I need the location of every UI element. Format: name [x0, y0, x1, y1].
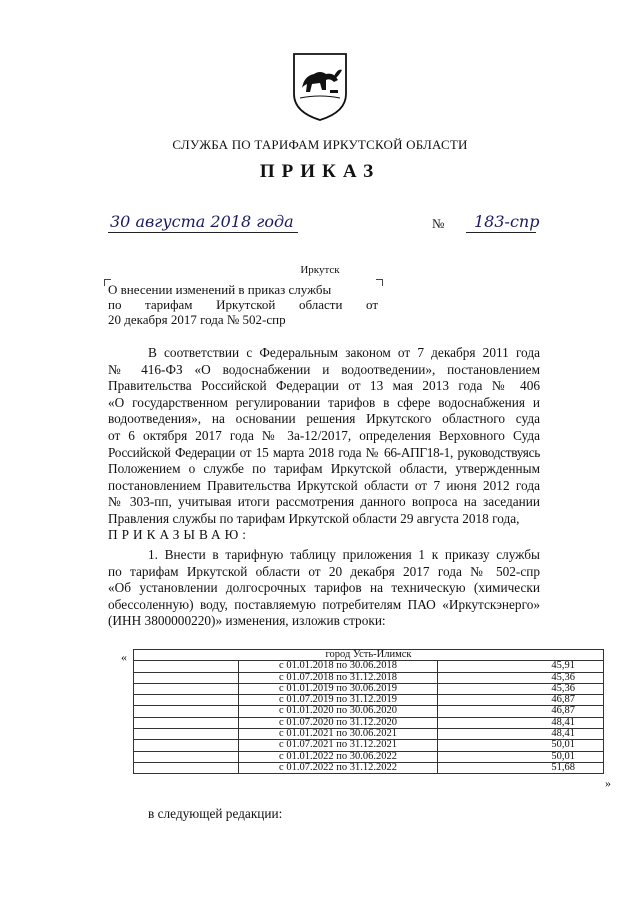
blank-cell	[134, 695, 239, 706]
subject-line: О внесении изменений в приказ службы	[108, 282, 332, 297]
period-cell: с 01.01.2020 по 30.06.2020	[239, 706, 438, 717]
tariff-value-cell: 51,68	[438, 762, 604, 773]
paragraph-line: «О государственном регулировании тарифов в сфере водоснабжения и	[108, 394, 540, 410]
table-row	[134, 695, 604, 706]
tariff-value-cell: 46,87	[438, 695, 604, 706]
paragraph-line: Положением о службе по тарифам Иркутской области, утвержденным	[108, 461, 540, 477]
table-row	[134, 762, 604, 773]
tariff-value-cell: 48,41	[438, 729, 604, 740]
table-row	[134, 717, 604, 728]
table-header-row	[134, 650, 604, 661]
table-row	[134, 729, 604, 740]
paragraph-line: «Об установлении долгосрочных тарифов на техническую (химически	[108, 580, 540, 596]
paragraph-line: В соответствии с Федеральным законом от 7 декабря 2011 года	[148, 345, 540, 360]
blank-cell	[134, 672, 239, 683]
tariff-value-cell: 50,01	[438, 751, 604, 762]
subject-line: по тарифам Иркутской области от	[108, 297, 378, 312]
blank-cell	[134, 762, 239, 773]
paragraph-line: от 6 октября 2017 года № 3а-12/2017, определения Верховного Суда	[108, 427, 540, 443]
paragraph-line: Правительства Российской Федерации от 13 мая 2013 года № 406	[108, 378, 540, 394]
period-cell: с 01.07.2020 по 31.12.2020	[239, 717, 438, 728]
period-cell: с 01.01.2019 по 30.06.2019	[239, 683, 438, 694]
paragraph-line: по тарифам Иркутской области от 20 декабря 2017 года № 502-спр	[108, 563, 540, 579]
blank-cell	[134, 683, 239, 694]
agency-name: СЛУЖБА ПО ТАРИФАМ ИРКУТСКОЙ ОБЛАСТИ	[172, 137, 468, 152]
handwritten-number: 183-спр	[474, 212, 540, 231]
handwritten-date: 30 августа 2018 года	[110, 212, 294, 231]
paragraph-line: обессоленную) воду, поставляемую потребителям ПАО «Иркутскэнерго»	[108, 596, 540, 612]
period-cell: с 01.01.2018 по 30.06.2018	[239, 661, 438, 672]
paragraph-line: 1. Внести в тарифную таблицу приложения 1 к приказу службы	[148, 547, 540, 562]
period-cell: с 01.07.2019 по 31.12.2019	[239, 695, 438, 706]
preamble-paragraph	[108, 345, 540, 528]
tariff-value-cell: 46,87	[438, 706, 604, 717]
paragraph-line: Правления службы по тарифам Иркутской области 29 августа 2018 года,	[108, 510, 520, 526]
paragraph-line: № 303-пп, учитывая итоги рассмотрения данного вопроса на заседании	[108, 494, 540, 510]
document-title: ПРИКАЗ	[259, 161, 381, 182]
table-row	[134, 740, 604, 751]
table-header-cell: город Усть-Илимск	[134, 650, 604, 661]
period-cell: с 01.07.2022 по 31.12.2022	[239, 762, 438, 773]
city-name: Иркутск	[300, 264, 340, 276]
table-close-quote: »	[605, 776, 611, 790]
blank-cell	[134, 706, 239, 717]
after-table-text: в следующей редакции:	[148, 806, 283, 821]
paragraph-line: постановлением Правительства Иркутской области от 7 июня 2012 года	[108, 477, 540, 493]
order-subject	[108, 282, 378, 327]
blank-cell	[134, 661, 239, 672]
paragraph-line: (ИНН 3800000220)» изменения, изложив строки:	[108, 613, 386, 629]
date-underline	[108, 232, 298, 233]
blank-cell	[134, 740, 239, 751]
tariff-table	[133, 649, 604, 774]
paragraph-line: водоотведения», на основании решения Иркутского областного суда	[108, 411, 540, 427]
period-cell: с 01.07.2021 по 31.12.2021	[239, 740, 438, 751]
blank-cell	[134, 751, 239, 762]
tariff-value-cell: 48,41	[438, 717, 604, 728]
tariff-value-cell: 45,36	[438, 683, 604, 694]
blank-cell	[134, 717, 239, 728]
tariff-value-cell: 50,01	[438, 740, 604, 751]
tariff-value-cell: 45,91	[438, 661, 604, 672]
blank-cell	[134, 729, 239, 740]
paragraph-line: Российской Федерации от 15 марта 2018 года № 66-АПГ18-1, руководствуясь	[108, 444, 540, 460]
tariff-table-body	[134, 661, 604, 774]
table-open-quote: «	[121, 650, 127, 664]
table-row	[134, 683, 604, 694]
clause-1-paragraph	[108, 547, 540, 630]
tariff-value-cell: 45,36	[438, 672, 604, 683]
period-cell: с 01.01.2022 по 30.06.2022	[239, 751, 438, 762]
period-cell: с 01.07.2018 по 31.12.2018	[239, 672, 438, 683]
number-underline	[466, 232, 536, 233]
table-row	[134, 661, 604, 672]
paragraph-line: № 416-ФЗ «О водоснабжении и водоотведении», постановлением	[108, 361, 540, 377]
number-label: №	[432, 216, 445, 231]
table-row	[134, 672, 604, 683]
subject-line: 20 декабря 2017 года № 502-спр	[108, 312, 286, 327]
order-command: ПРИКАЗЫВАЮ:	[108, 527, 250, 542]
coat-of-arms-emblem	[290, 50, 350, 122]
period-cell: с 01.01.2021 по 30.06.2021	[239, 729, 438, 740]
table-row	[134, 706, 604, 717]
table-row	[134, 751, 604, 762]
